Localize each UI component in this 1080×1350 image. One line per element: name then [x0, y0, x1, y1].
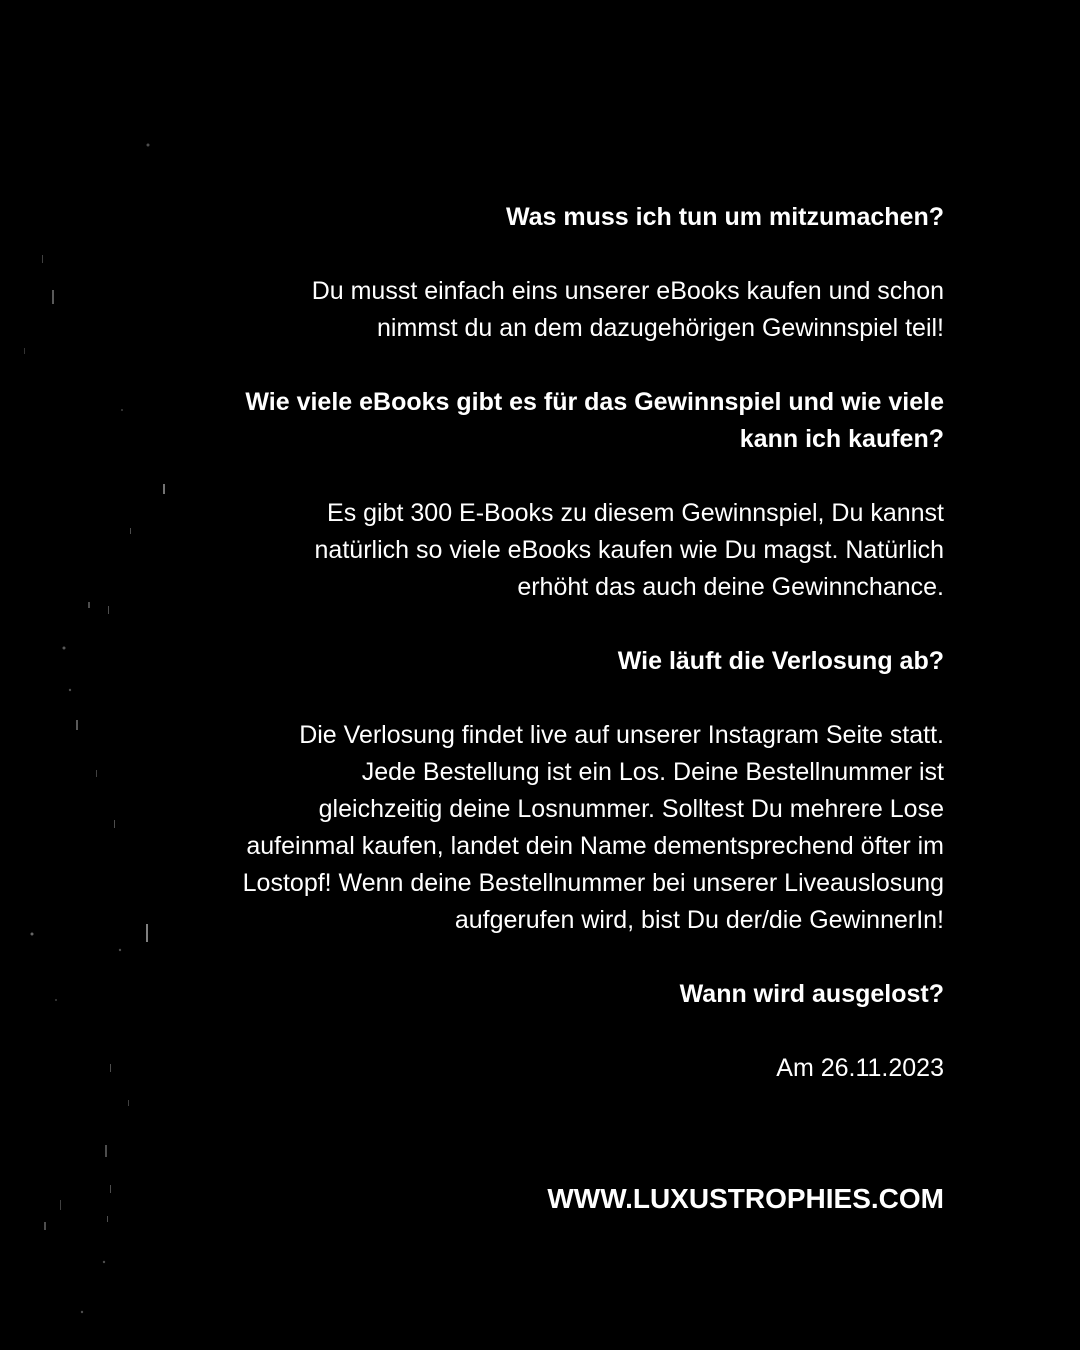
question-line: Wie viele eBooks gibt es für das Gewinnspiel und wie viele	[245, 388, 944, 416]
question-line: Wann wird ausgelost?	[679, 980, 944, 1008]
answer-line: aufgerufen wird, bist Du der/die GewinnerIn!	[454, 906, 944, 934]
faq-block	[124, 199, 944, 1087]
faq-answer	[124, 495, 944, 606]
answer-line: Es gibt 300 E-Books zu diesem Gewinnspiel, Du kannst	[327, 499, 944, 527]
answer-line: Du musst einfach eins unserer eBooks kaufen und schon	[311, 277, 944, 305]
question-line: kann ich kaufen?	[739, 425, 944, 453]
answer-line: aufeinmal kaufen, landet dein Name dementsprechend öfter im	[246, 832, 944, 860]
answer-line: nimmst du an dem dazugehörigen Gewinnspiel teil!	[377, 314, 944, 342]
faq-question	[124, 384, 944, 458]
faq-answer	[124, 717, 944, 939]
answer-line: natürlich so viele eBooks kaufen wie Du magst. Natürlich	[314, 536, 944, 564]
question-line: Was muss ich tun um mitzumachen?	[505, 203, 944, 231]
website-link[interactable]: WWW.LUXUSTROPHIES.COM	[547, 1183, 944, 1214]
draw-date: Am 26.11.2023	[776, 1054, 944, 1082]
faq-question	[124, 976, 944, 1013]
answer-line: Jede Bestellung ist ein Los. Deine Bestellnummer ist	[361, 758, 944, 786]
faq-question	[124, 199, 944, 236]
question-line: Wie läuft die Verlosung ab?	[617, 647, 944, 675]
faq-answer	[124, 1050, 944, 1087]
faq-answer	[124, 273, 944, 347]
answer-line: Die Verlosung findet live auf unserer Instagram Seite statt.	[299, 721, 944, 749]
answer-line: erhöht das auch deine Gewinnchance.	[517, 573, 944, 601]
answer-line: Lostopf! Wenn deine Bestellnummer bei unserer Liveauslosung	[242, 869, 944, 897]
answer-line: gleichzeitig deine Losnummer. Solltest Du mehrere Lose	[318, 795, 944, 823]
faq-question	[124, 643, 944, 680]
